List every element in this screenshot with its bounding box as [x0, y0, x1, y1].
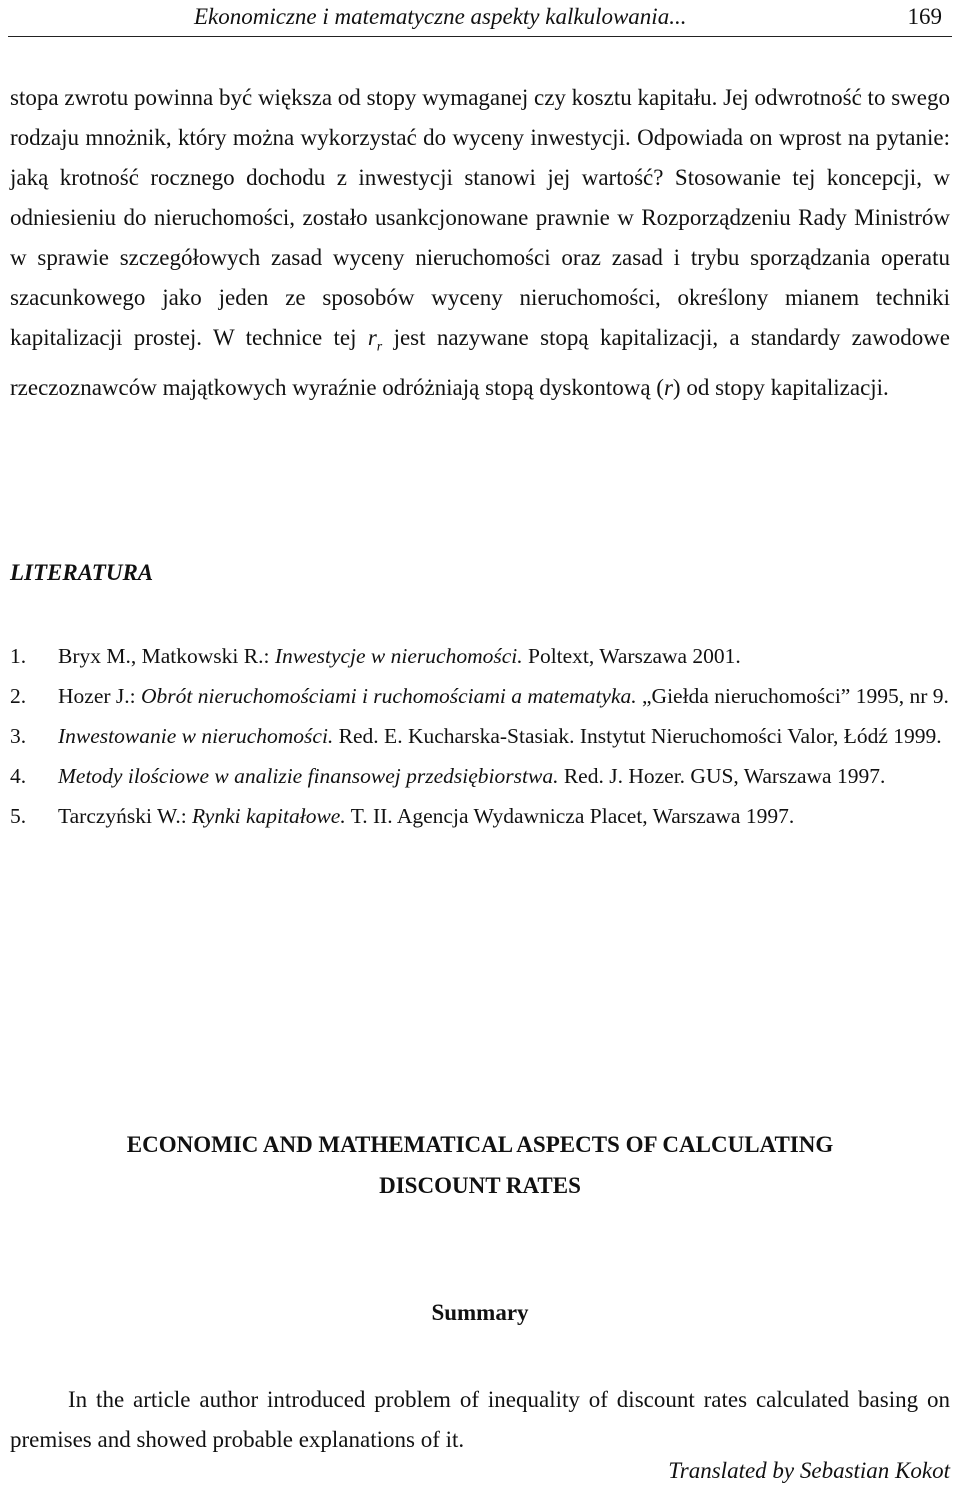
reference-number: 5. [10, 804, 27, 828]
reference-title: Rynki kapitałowe. [192, 804, 346, 828]
reference-item [10, 796, 950, 836]
running-title: Ekonomiczne i matematyczne aspekty kalkulowania... [194, 4, 687, 29]
summary-text: In the article author introduced problem of inequality of discount rates calculated basing on premises and showed probable explanations of it. [10, 1387, 950, 1452]
running-header [8, 0, 952, 37]
body-text-part-3: ) od stopy kapitalizacji. [672, 374, 889, 400]
body-text-part-1: stopa zwrotu powinna być większa od stopy wymaganej czy kosztu kapitału. Jej odwrotność to swego rodzaju mnożnik, który można wykorzystać do wyceny inwestycji. Odpowiada on wprost na pytanie: jaką krotność rocznego dochodu z inwestycji stanowi jej wartość? Stosowanie tej koncepcji, w odniesieniu do nieruchomości, zostało usankcjonowane prawnie w Rozporządzeniu Rady Ministrów w sprawie szczegółowych zasad wyceny nieruchomości oraz zasad i trybu sporządzania operatu szacunkowego jako jeden ze sposobów wyceny nieruchomości, określony mianem techniki kapitalizacji prostej. W technice tej [10, 85, 950, 350]
reference-list [10, 636, 950, 836]
body-paragraph [10, 78, 950, 408]
symbol-r: r [367, 325, 377, 350]
english-title [0, 1124, 960, 1206]
reference-number: 4. [10, 764, 27, 788]
english-title-line-1: ECONOMIC AND MATHEMATICAL ASPECTS OF CALCULATING [126, 1132, 834, 1157]
reference-authors: Hozer J.: [58, 684, 141, 708]
reference-item [10, 756, 950, 796]
symbol-r-discount: r [663, 374, 673, 400]
english-title-line-2: DISCOUNT RATES [379, 1173, 581, 1198]
body-text-part-2: jest nazywane stopą kapitalizacji, a standardy zawodowe rzeczoznawców majątkowych wyraźnie odróżniają stopą dyskontową ( [10, 325, 951, 400]
translator-credit: Translated by Sebastian Kokot [668, 1458, 950, 1483]
literature-heading: LITERATURA [10, 560, 154, 585]
summary-heading: Summary [431, 1300, 529, 1325]
reference-item [10, 636, 950, 676]
reference-authors: Bryx M., Matkowski R.: [58, 644, 275, 668]
reference-title: Inwestycje w nieruchomości. [274, 644, 523, 668]
reference-details: Red. J. Hozer. GUS, Warszawa 1997. [558, 764, 886, 788]
reference-item [10, 716, 950, 756]
reference-title: Inwestowanie w nieruchomości. [58, 724, 334, 748]
reference-number: 1. [10, 644, 27, 668]
reference-number: 3. [10, 724, 27, 748]
reference-details: T. II. Agencja Wydawnicza Placet, Warszawa 1997. [345, 804, 795, 828]
reference-item [10, 676, 950, 716]
reference-authors: Tarczyński W.: [58, 804, 193, 828]
reference-details: Poltext, Warszawa 2001. [522, 644, 741, 668]
reference-details: „Giełda nieruchomości” 1995, nr 9. [636, 684, 949, 708]
reference-number: 2. [10, 684, 27, 708]
reference-title: Metody ilościowe w analizie finansowej przedsiębiorstwa. [58, 764, 559, 788]
symbol-r-subscript: r [376, 339, 383, 355]
reference-title: Obrót nieruchomościami i ruchomościami a matematyka. [141, 684, 637, 708]
reference-details: Red. E. Kucharska-Stasiak. Instytut Nieruchomości Valor, Łódź 1999. [333, 724, 942, 748]
page-number: 169 [907, 4, 942, 29]
